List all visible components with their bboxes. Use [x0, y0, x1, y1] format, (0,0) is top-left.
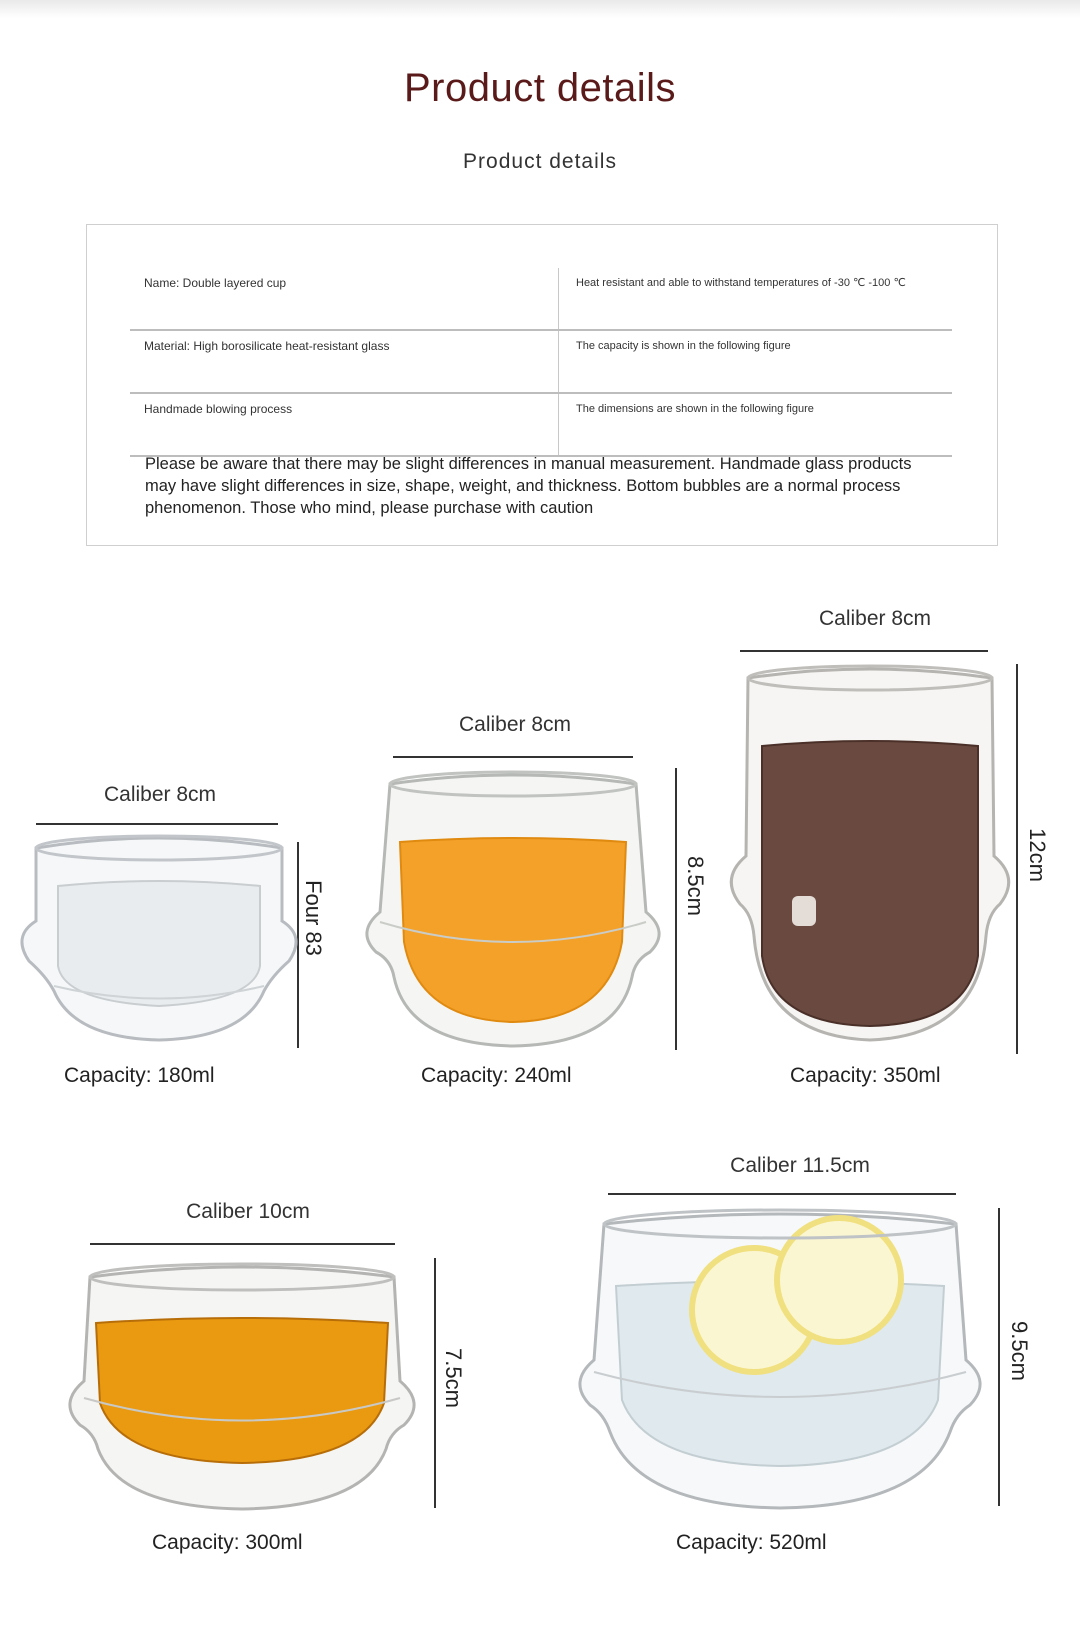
cup-caliber-label: Caliber 8cm — [818, 607, 932, 630]
cup-liquid — [58, 881, 260, 1006]
cup-liquid — [96, 1318, 388, 1463]
page-subtitle: Product details — [463, 150, 617, 173]
spec-row — [130, 331, 952, 394]
spec-heat-resistance: Heat resistant and able to withstand temperatures of -30 ℃ -100 ℃ — [576, 277, 906, 289]
cup-height-label: 8.5cm — [683, 856, 708, 916]
spec-table — [130, 268, 952, 457]
spec-row — [130, 394, 952, 457]
spec-material: Material: High borosilicate heat-resistant glass — [144, 339, 390, 353]
cup-caliber-label: Caliber 8cm — [458, 713, 572, 736]
height-line — [998, 1208, 1000, 1506]
spec-divider — [558, 268, 559, 329]
cup-height-label: 12cm — [1025, 828, 1050, 882]
spec-dimension-note: The dimensions are shown in the following figure — [576, 403, 814, 415]
cup-liquid — [762, 741, 978, 1026]
cup-caliber-label: Caliber 10cm — [186, 1200, 310, 1223]
spec-process: Handmade blowing process — [144, 402, 293, 416]
spec-divider — [558, 394, 559, 455]
caliber-line — [740, 650, 988, 652]
cup-capacity-label: Capacity: 300ml — [152, 1531, 303, 1554]
cup-height-label: 7.5cm — [441, 1348, 466, 1408]
height-line — [675, 768, 677, 1050]
cup-image-300ml — [64, 1253, 420, 1513]
cup-image-350ml — [728, 656, 1012, 1044]
cup-capacity-label: Capacity: 240ml — [421, 1064, 572, 1087]
top-shade — [0, 0, 1080, 18]
cup-image-520ml — [574, 1200, 986, 1512]
height-line — [434, 1258, 436, 1508]
caliber-line — [90, 1243, 395, 1245]
cup-caliber-label: Caliber 11.5cm — [730, 1154, 870, 1177]
cup-image-240ml — [360, 762, 666, 1054]
caliber-line — [393, 756, 633, 758]
spec-name: Name: Double layered cup — [144, 276, 287, 290]
disclaimer-note: Please be aware that there may be slight differences in manual measurement. Handmade glass products may have slight differences in size, shape, weight, and thickness. Bottom bubbles are a normal process phenomenon. Those who mind, please purchase with caution — [145, 455, 912, 517]
height-line — [1016, 664, 1018, 1054]
cup-liquid — [400, 838, 626, 1022]
cup-height-label: Four 83 — [301, 880, 326, 956]
cup-capacity-label: Capacity: 520ml — [676, 1531, 827, 1554]
spec-row — [130, 268, 952, 331]
cup-height-label: 9.5cm — [1007, 1321, 1032, 1381]
cup-capacity-label: Capacity: 350ml — [790, 1064, 941, 1087]
spec-capacity-note: The capacity is shown in the following figure — [576, 340, 791, 352]
caliber-line — [36, 823, 278, 825]
caliber-line — [608, 1193, 956, 1195]
page-title: Product details — [403, 66, 677, 110]
cup-capacity-label: Capacity: 180ml — [64, 1064, 215, 1087]
cup-caliber-label: Caliber 8cm — [103, 783, 217, 806]
cup-image-180ml — [14, 826, 304, 1052]
spec-divider — [558, 331, 559, 392]
